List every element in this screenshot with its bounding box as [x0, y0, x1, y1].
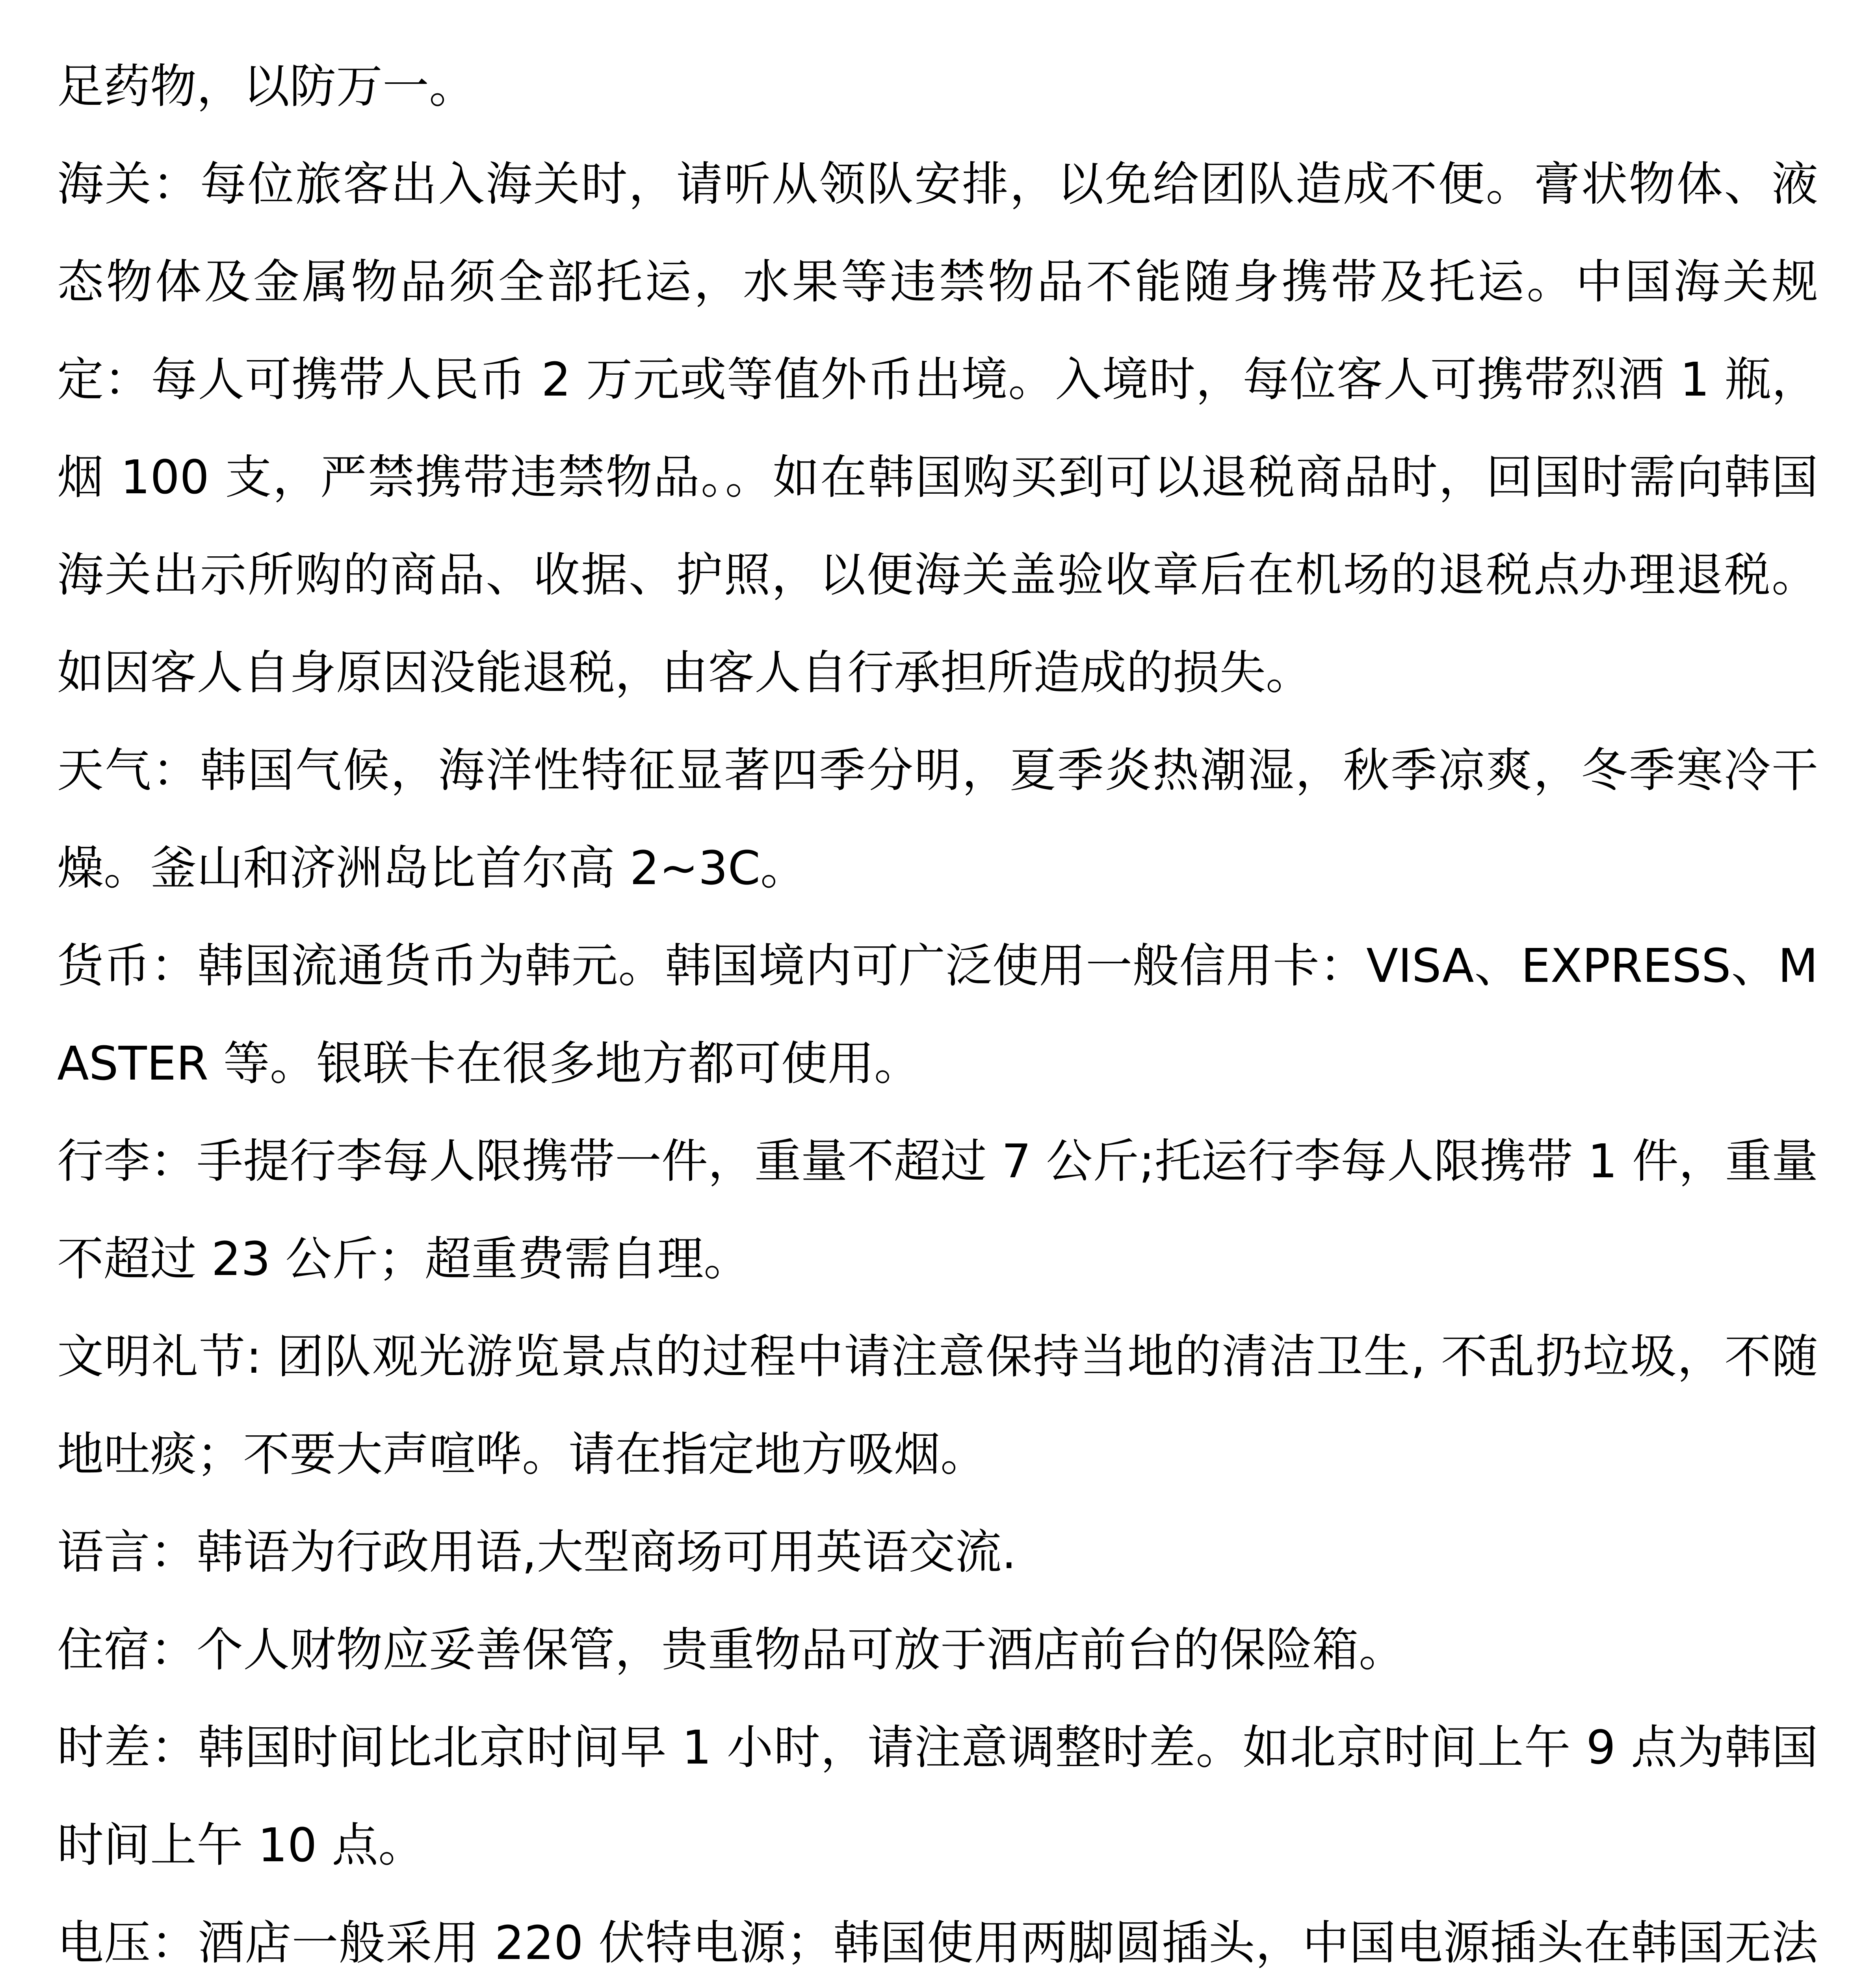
paragraph-etiquette: 文明礼节: 团队观光游览景点的过程中请注意保持当地的清洁卫生, 不乱扔垃圾，不随地吐痰；不要大声喧哗。请在指定地方吸烟。	[57, 1329, 1818, 1481]
document-body	[57, 37, 1818, 1970]
paragraph-customs: 海关：每位旅客出入海关时，请听从领队安排，以免给团队造成不便。膏状物体、液态物体及金属物品须全部托运，水果等违禁物品不能随身携带及托运。中国海关规定：每人可携带人民币 2 万元或等值外币出境。入境时，每位客人可携带烈酒 1 瓶，烟 100 支，严禁携带违禁物品。。如在韩国购买到可以退税商品时，回国时需向韩国海关出示所购的商品、收据、护照，以便海关盖验收章后在机场的退税点办理退税。如因客人自身原因没能退税，由客人自行承担所造成的损失。	[57, 157, 1818, 700]
paragraph-voltage: 电压：酒店一般采用 220 伏特电源；韩国使用两脚圆插头，中国电源插头在韩国无法	[57, 1916, 1818, 1970]
paragraph-language: 语言：韩语为行政用语,大型商场可用英语交流.	[57, 1525, 1017, 1579]
paragraph-currency: 货币：韩国流通货币为韩元。韩国境内可广泛使用一般信用卡：VISA、EXPRESS、MASTER 等。银联卡在很多地方都可使用。	[57, 939, 1818, 1091]
paragraph-time-difference: 时差：韩国时间比北京时间早 1 小时，请注意调整时差。如北京时间上午 9 点为韩国时间上午 10 点。	[57, 1720, 1818, 1872]
paragraph-luggage: 行李：手提行李每人限携带一件，重量不超过 7 公斤;托运行李每人限携带 1 件，重量不超过 23 公斤；超重费需自理。	[57, 1134, 1818, 1286]
paragraph-weather: 天气：韩国气候，海洋性特征显著四季分明，夏季炎热潮湿，秋季凉爽，冬季寒冷干燥。釜山和济洲岛比首尔高 2~3C。	[57, 743, 1818, 895]
paragraph-accommodation: 住宿：个人财物应妥善保管，贵重物品可放于酒店前台的保险箱。	[57, 1622, 1406, 1677]
paragraph-medicine: 足药物，以防万一。	[57, 59, 476, 113]
